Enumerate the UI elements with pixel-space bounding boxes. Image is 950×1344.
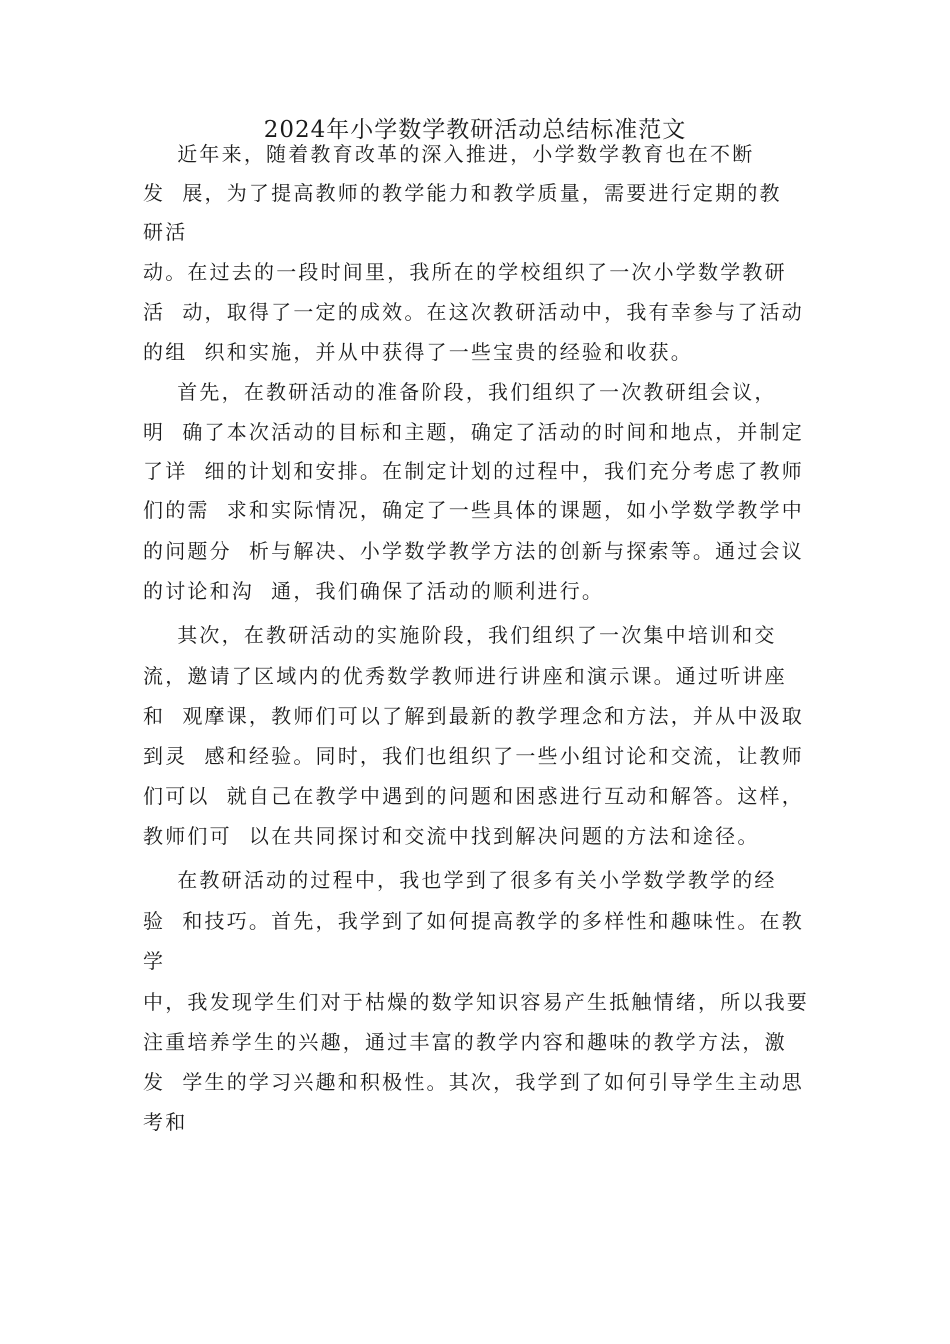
text-line: 教师们可 以在共同探讨和交流中找到解决问题的方法和途径。 [143, 824, 760, 848]
text-line: 们可以 就自己在教学中遇到的问题和困惑进行互动和解答。这样， [143, 784, 804, 808]
text-line: 发 展，为了提高教师的教学能力和教学质量，需要进行定期的教 [143, 181, 782, 205]
text-line: 动。在过去的一段时间里，我所在的学校组织了一次小学数学教研 [143, 260, 787, 284]
text-line: 研活 [143, 220, 188, 244]
text-line: 近年来，随着教育改革的深入推进，小学数学教育也在不断 [143, 142, 755, 166]
document-title: 2024年小学数学教研活动总结标准范文 [263, 117, 687, 143]
text-line: 中，我发现学生们对于枯燥的数学知识容易产生抵触情绪，所以我要 [143, 990, 809, 1014]
text-line: 到灵 感和经验。同时，我们也组织了一些小组讨论和交流，让教师 [143, 744, 804, 768]
text-line: 首先，在教研活动的准备阶段，我们组织了一次教研组会议， [143, 380, 777, 404]
text-line: 考和 [143, 1110, 188, 1134]
text-line: 了详 细的计划和安排。在制定计划的过程中，我们充分考虑了教师 [143, 459, 804, 483]
text-line: 和 观摩课，教师们可以了解到最新的教学理念和方法，并从中汲取 [143, 704, 804, 728]
text-line: 的组 织和实施，并从中获得了一些宝贵的经验和收获。 [143, 340, 693, 364]
text-line: 的问题分 析与解决、小学数学教学方法的创新与探索等。通过会议 [143, 539, 804, 563]
text-line: 明 确了本次活动的目标和主题，确定了活动的时间和地点，并制定 [143, 420, 804, 444]
text-line: 注重培养学生的兴趣，通过丰富的教学内容和趣味的教学方法，激 [143, 1030, 787, 1054]
text-line: 学 [143, 949, 166, 973]
text-line: 流，邀请了区域内的优秀数学教师进行讲座和演示课。通过听讲座 [143, 664, 787, 688]
text-line: 验 和技巧。首先，我学到了如何提高教学的多样性和趣味性。在教 [143, 909, 804, 933]
text-line: 发 学生的学习兴趣和积极性。其次，我学到了如何引导学生主动思 [143, 1070, 804, 1094]
text-line: 的讨论和沟 通，我们确保了活动的顺利进行。 [143, 579, 605, 603]
text-line: 其次，在教研活动的实施阶段，我们组织了一次集中培训和交 [143, 623, 777, 647]
text-line: 活 动，取得了一定的成效。在这次教研活动中，我有幸参与了活动 [143, 300, 804, 324]
text-line: 在教研活动的过程中，我也学到了很多有关小学数学教学的经 [143, 868, 777, 892]
text-line: 们的需 求和实际情况，确定了一些具体的课题，如小学数学教学中 [143, 498, 804, 522]
